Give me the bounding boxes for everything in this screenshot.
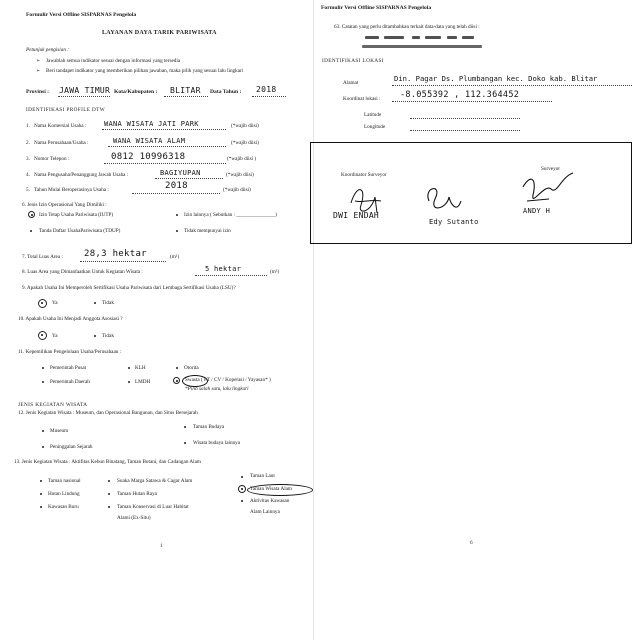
provinsi-value[interactable]: JAWA TIMUR (59, 86, 111, 95)
instructions-heading: Petunjuk pengisian : (26, 47, 69, 53)
instruction-arrow-icon: ➢ (36, 58, 41, 64)
q11-opt[interactable]: Pemerintah Daerah (50, 379, 90, 385)
q13-opt[interactable]: Taman Hutan Raya (117, 491, 157, 497)
longitude-label: Longitude (364, 124, 386, 130)
q13-opt-selected: Taman Wisata Alam (250, 486, 292, 492)
q9-no[interactable]: Tidak (102, 300, 114, 306)
bullet-icon (42, 430, 44, 432)
kota-value[interactable]: BLITAR (170, 86, 201, 95)
q6-label: 6. Jenis Izin Operasional Yang Dimiliki : (22, 202, 107, 208)
nomor-telepon-value[interactable]: 0812 10996318 (111, 152, 186, 162)
q7-label: 7. Total Luas Area : (22, 254, 63, 260)
q11-opt[interactable]: LMDH (135, 379, 151, 385)
form-title: LAYANAN DAYA TARIK PARIWISATA (102, 30, 217, 36)
q8-label: 8. Luas Area yang Dimanfaatkan Untuk Kegiatan Wisata : (22, 269, 143, 275)
signatures-drawing (311, 143, 631, 243)
latitude-label: Latitude (364, 112, 382, 118)
bullet-icon (241, 500, 243, 502)
bullet-icon (184, 442, 186, 444)
instruction-arrow-icon: ➢ (36, 68, 41, 74)
surveyor-label: Surveyor (541, 166, 561, 172)
tahun-value[interactable]: 2018 (256, 85, 277, 94)
q10-radio-ya[interactable] (38, 331, 47, 340)
koordinat-label: Koordinat lokasi : (343, 96, 381, 102)
bullet-icon (42, 381, 44, 383)
q12-opt[interactable]: Museum (50, 428, 69, 434)
q12-opt[interactable]: Taman Budaya (193, 424, 225, 430)
tahun-operasi-value[interactable]: 2018 (165, 181, 188, 191)
section-lokasi: IDENTIFIKASI LOKASI (322, 58, 384, 64)
q6-opt-lainnya[interactable]: Izin lainnya ( Sebutkan : _______________) (184, 212, 277, 218)
q13-opt[interactable]: Kawasan Buru (48, 504, 79, 510)
q11-radio-swasta[interactable] (173, 377, 180, 384)
q6-opt-tidak[interactable]: Tidak mempunyai izin (184, 228, 231, 234)
q10-label: 10. Apakah Usaha Ini Menjadi Anggota Asosiasi ? (18, 316, 123, 322)
bullet-icon (128, 367, 130, 369)
q9-yes: Ya (52, 300, 58, 306)
q13-opt-cont: Alami (Ex-Situ) (117, 515, 151, 521)
section-jenis: JENIS KEGIATAN WISATA (18, 402, 88, 408)
q6-opt-tdup[interactable]: Tanda Daftar UsahaPariwisata (TDUP) (39, 228, 121, 234)
q13-label: 13. Jenis Kegiatan Wisata : Aktifitas Kebun Binatang, Taman Botani, dan Cadangan Alam (14, 459, 201, 465)
form-header-right: Formulir Versi Offline SISPARNAS Pengelola (321, 5, 432, 11)
q10-yes: Ya (52, 333, 58, 339)
q13-opt[interactable]: Taman nasional (48, 478, 81, 484)
page-number-right: 6 (470, 540, 473, 546)
q13-opt[interactable]: Taman Konservasi di Luar Habitat (117, 504, 189, 510)
q12-label: 12. Jenis Kegiatan Wisata : Museum, dan Operasional Bangunan, dan Situs Bersejarah (18, 410, 198, 416)
q9-radio-ya[interactable] (38, 299, 47, 308)
signature-name-koordinator: DWI ENDAH (333, 211, 380, 220)
q8-unit: (m²) (270, 269, 280, 275)
bullet-icon (94, 302, 96, 304)
q7-value[interactable]: 28,3 hektar (84, 249, 147, 259)
q11-opt-swasta: Swasta ( PT / CV / Koperasi / Yayasan* ) (185, 377, 271, 383)
bullet-icon (108, 493, 110, 495)
bullet-icon (241, 476, 243, 478)
q11-opt[interactable]: Pemerintah Pusat (50, 365, 87, 371)
q63-label: 63. Catatan yang perlu ditambahkan terkait data-data yang telah diisi : (334, 24, 480, 30)
q13-opt[interactable]: Aktivitas Kawasan (250, 498, 290, 504)
bullet-icon (42, 446, 44, 448)
bullet-icon (176, 367, 178, 369)
bullet-icon (42, 367, 44, 369)
bullet-icon (40, 480, 42, 482)
page-divider (313, 0, 314, 640)
q8-value[interactable]: 5 hektar (205, 265, 242, 273)
q10-no[interactable]: Tidak (102, 333, 114, 339)
bullet-icon (40, 506, 42, 508)
q9-label: 9. Apakah Usaha Ini Memperoleh Sertifikasi Usaha Pariwisata dari Lembaga Sertifikasi Usaha (LSU)? (22, 285, 236, 291)
q13-opt[interactable]: Suaka Marga Satawa & Cagar Alam (117, 478, 193, 484)
q12-opt[interactable]: Wisata budaya lainnya (193, 440, 241, 446)
instruction-item: Beri tandapet indikator yang memberikan pilihan jawaban, maka pilih yang sesuai lalu lingkari (46, 68, 244, 74)
q13-opt-cont: Alam Lainnya (250, 509, 280, 515)
bullet-icon (108, 506, 110, 508)
signature-box (310, 142, 632, 244)
koordinator-label: Koordinator Surveyor (341, 172, 387, 178)
bullet-icon (176, 214, 178, 216)
q11-opt[interactable]: KLH (135, 365, 146, 371)
q6-opt-iutp: Izin Tetap Usaha Pariwisata (IUTP) (39, 212, 114, 218)
signature-name-surveyor: ANDY H (523, 207, 551, 215)
alamat-label: Alamat (343, 80, 359, 86)
form-header-left: Formulir Versi Offline SISPARNAS Pengelola (26, 12, 137, 18)
provinsi-label: Provinsi : (26, 89, 50, 95)
bullet-icon (176, 230, 178, 232)
bullet-icon (184, 426, 186, 428)
nama-perusahaan-value[interactable]: WANA WISATA ALAM (113, 137, 186, 145)
page-number-left: 1 (160, 543, 163, 549)
koordinat-value[interactable]: -8.055392 , 112.364452 (400, 90, 520, 100)
alamat-value[interactable]: Din. Pagar Ds. Plumbangan kec. Doko kab. Blitar (394, 74, 598, 83)
bullet-icon (40, 493, 42, 495)
q11-note: *Pilih salah satu, lalu lingkari (185, 386, 249, 392)
instruction-item: Jawablah semua indikator sesuai dengan informasi yang tersedia (46, 58, 181, 64)
q13-radio-taman-wisata-alam[interactable] (238, 485, 246, 493)
q6-radio-iutp[interactable] (28, 211, 35, 218)
bullet-icon (108, 480, 110, 482)
q11-opt[interactable]: Otorita (184, 365, 199, 371)
bullet-icon (128, 381, 130, 383)
bullet-icon (30, 230, 32, 232)
q13-opt[interactable]: Hutan Lindung (48, 491, 80, 497)
tahun-label: Data Tahun : (210, 89, 242, 95)
q7-unit: (m²) (170, 254, 180, 260)
q13-opt[interactable]: Taman Laut (250, 473, 275, 479)
penanggung-jawab-value[interactable]: BAGIYUPAN (160, 169, 201, 177)
nama-komersial-value[interactable]: WANA WISATA JATI PARK (104, 120, 199, 128)
q12-opt[interactable]: Peninggalan Sejarah (50, 444, 93, 450)
signature-name-edy: Edy Sutanto (429, 218, 479, 226)
kota-label: Kota/Kabupaten : (114, 89, 158, 95)
section-profile: IDENTIFIKASI PROFILE DTW (26, 107, 106, 113)
bullet-icon (94, 335, 96, 337)
q11-label: 11. Kepemilikan Pengelolaan Usaha/Perusahaan : (18, 349, 122, 355)
